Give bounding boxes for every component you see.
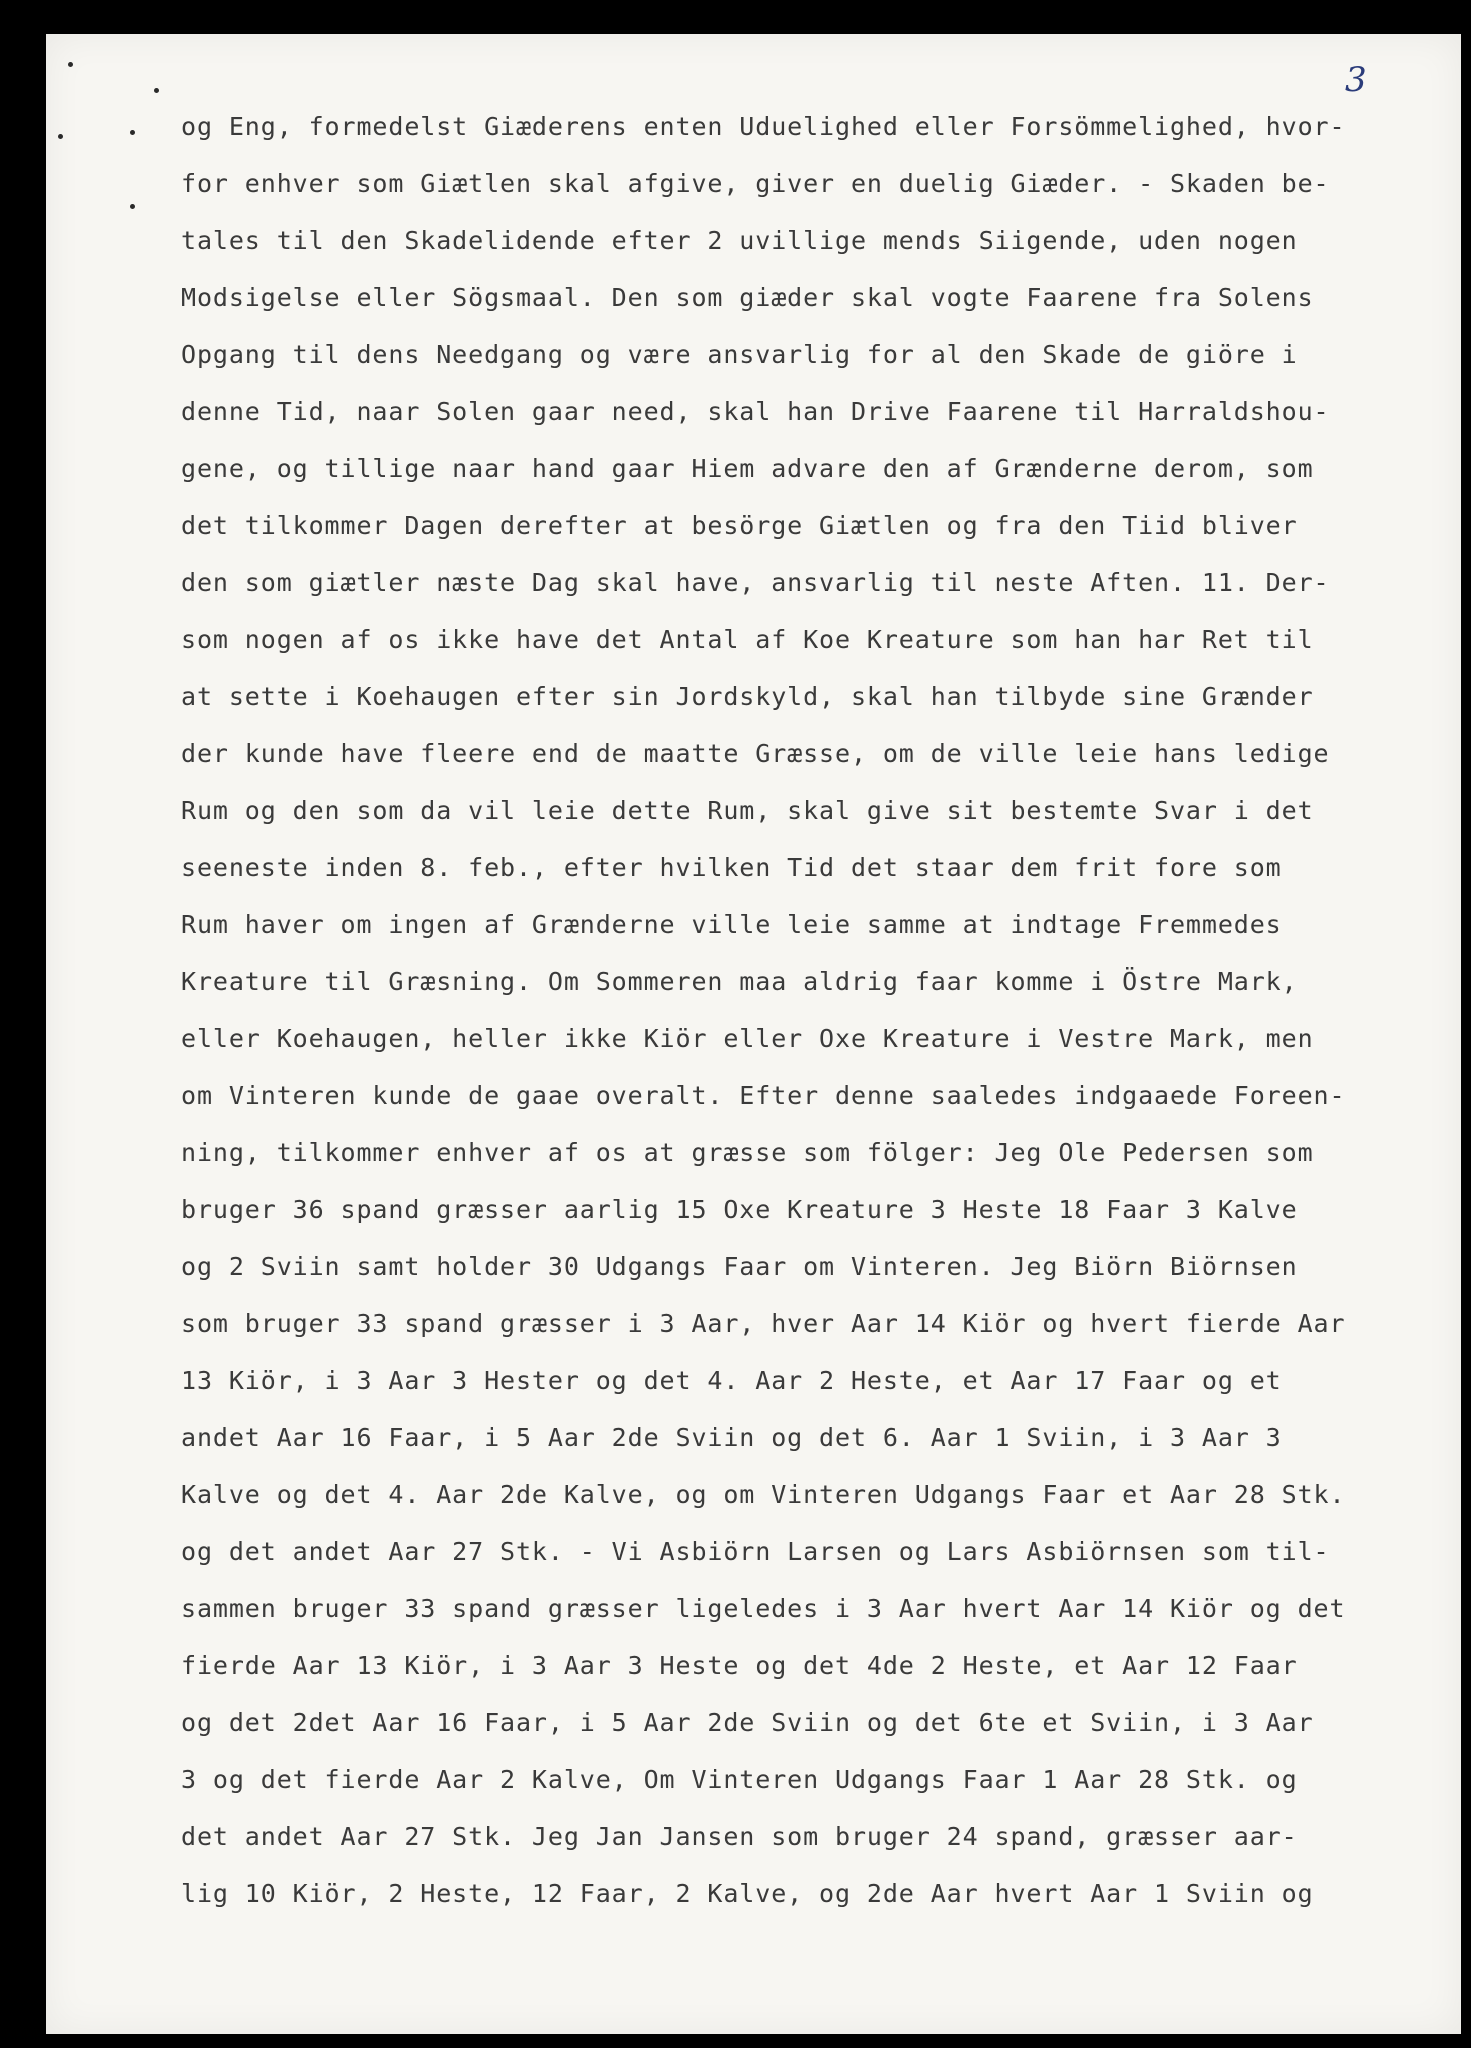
text-line: at sette i Koehaugen efter sin Jordskyld, skal han tilbyde sine Grænder [181, 682, 1314, 711]
text-line: tales til den Skadelidende efter 2 uvillige mends Siigende, uden nogen [181, 226, 1298, 255]
text-line: om Vinteren kunde de gaae overalt. Efter denne saaledes indgaaede Foreen- [181, 1081, 1346, 1110]
text-line: sammen bruger 33 spand græsser ligeledes i 3 Aar hvert Aar 14 Kiör og det [181, 1594, 1346, 1623]
page-number: 3 [1345, 60, 1367, 100]
text-line: denne Tid, naar Solen gaar need, skal han Drive Faarene til Harraldshou- [181, 397, 1330, 426]
text-line: og det andet Aar 27 Stk. - Vi Asbiörn Larsen og Lars Asbiörnsen som til- [181, 1537, 1330, 1566]
margin-dot [154, 88, 159, 93]
text-line: og det 2det Aar 16 Faar, i 5 Aar 2de Sviin og det 6te et Sviin, i 3 Aar [181, 1708, 1314, 1737]
text-line: som nogen af os ikke have det Antal af Koe Kreature som han har Ret til [181, 625, 1314, 654]
typed-text-body [181, 98, 1451, 1922]
text-line: Opgang til dens Needgang og være ansvarlig for al den Skade de giöre i [181, 340, 1298, 369]
text-line: Kreature til Græsning. Om Sommeren maa aldrig faar komme i Östre Mark, [181, 967, 1298, 996]
text-line: Kalve og det 4. Aar 2de Kalve, og om Vinteren Udgangs Faar et Aar 28 Stk. [181, 1480, 1346, 1509]
text-line: Rum haver om ingen af Grænderne ville leie samme at indtage Fremmedes [181, 910, 1282, 939]
margin-dot [130, 130, 135, 135]
margin-dot [130, 204, 135, 209]
text-line: Rum og den som da vil leie dette Rum, skal give sit bestemte Svar i det [181, 796, 1314, 825]
text-line: andet Aar 16 Faar, i 5 Aar 2de Sviin og det 6. Aar 1 Sviin, i 3 Aar 3 [181, 1423, 1282, 1452]
text-line: 3 og det fierde Aar 2 Kalve, Om Vinteren Udgangs Faar 1 Aar 28 Stk. og [181, 1765, 1298, 1794]
text-line: Modsigelse eller Sögsmaal. Den som giæder skal vogte Faarene fra Solens [181, 283, 1314, 312]
text-line: det tilkommer Dagen derefter at besörge Giætlen og fra den Tiid bliver [181, 511, 1298, 540]
text-line: bruger 36 spand græsser aarlig 15 Oxe Kreature 3 Heste 18 Faar 3 Kalve [181, 1195, 1298, 1224]
text-line: der kunde have fleere end de maatte Græsse, om de ville leie hans ledige [181, 739, 1330, 768]
margin-dot [68, 62, 73, 67]
text-line: fierde Aar 13 Kiör, i 3 Aar 3 Heste og det 4de 2 Heste, et Aar 12 Faar [181, 1651, 1298, 1680]
text-line: gene, og tillige naar hand gaar Hiem advare den af Grænderne derom, som [181, 454, 1314, 483]
text-line: det andet Aar 27 Stk. Jeg Jan Jansen som bruger 24 spand, græsser aar- [181, 1822, 1298, 1851]
text-line: lig 10 Kiör, 2 Heste, 12 Faar, 2 Kalve, og 2de Aar hvert Aar 1 Sviin og [181, 1879, 1314, 1908]
text-line: for enhver som Giætlen skal afgive, giver en duelig Giæder. - Skaden be- [181, 169, 1330, 198]
text-line: 13 Kiör, i 3 Aar 3 Hester og det 4. Aar 2 Heste, et Aar 17 Faar og et [181, 1366, 1282, 1395]
margin-dot [58, 134, 63, 139]
text-line: ning, tilkommer enhver af os at græsse som fölger: Jeg Ole Pedersen som [181, 1138, 1314, 1167]
document-page [46, 34, 1461, 2034]
text-line: og Eng, formedelst Giæderens enten Uduelighed eller Forsömmelighed, hvor- [181, 112, 1346, 141]
text-line: seeneste inden 8. feb., efter hvilken Tid det staar dem frit fore som [181, 853, 1282, 882]
text-line: og 2 Sviin samt holder 30 Udgangs Faar om Vinteren. Jeg Biörn Biörnsen [181, 1252, 1298, 1281]
text-line: den som giætler næste Dag skal have, ansvarlig til neste Aften. 11. Der- [181, 568, 1330, 597]
text-line: eller Koehaugen, heller ikke Kiör eller Oxe Kreature i Vestre Mark, men [181, 1024, 1314, 1053]
text-line: som bruger 33 spand græsser i 3 Aar, hver Aar 14 Kiör og hvert fierde Aar [181, 1309, 1346, 1338]
